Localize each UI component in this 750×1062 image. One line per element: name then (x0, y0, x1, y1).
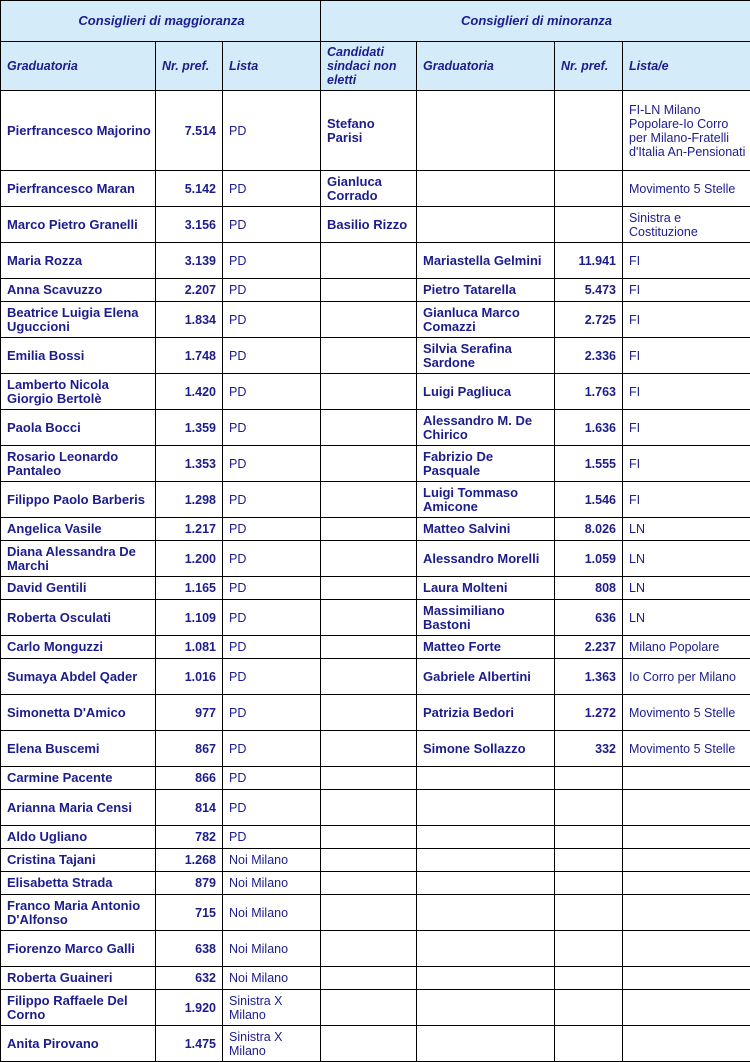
pref-min-cell (555, 931, 623, 967)
liste-cell: FI-LN Milano Popolare-Io Corro per Milano-Fratelli d'Italia An-Pensionati (623, 91, 750, 171)
graduatoria-min-cell (417, 171, 555, 207)
candidato-cell (321, 279, 417, 302)
col-graduatoria-min: Graduatoria (417, 42, 555, 91)
graduatoria-min-cell: Pietro Tatarella (417, 279, 555, 302)
col-pref-min: Nr. pref. (555, 42, 623, 91)
pref-min-cell: 11.941 (555, 243, 623, 279)
liste-cell (623, 1026, 750, 1062)
graduatoria-cell: Angelica Vasile (1, 518, 156, 541)
graduatoria-cell: Beatrice Luigia Elena Uguccioni (1, 302, 156, 338)
pref-min-cell: 1.363 (555, 659, 623, 695)
liste-cell: Io Corro per Milano (623, 659, 750, 695)
lista-cell: PD (223, 577, 321, 600)
pref-cell: 1.200 (156, 541, 223, 577)
lista-cell: Noi Milano (223, 849, 321, 872)
candidato-cell (321, 1026, 417, 1062)
candidato-cell (321, 302, 417, 338)
pref-min-cell (555, 990, 623, 1026)
candidato-cell (321, 826, 417, 849)
liste-cell: FI (623, 338, 750, 374)
pref-cell: 1.268 (156, 849, 223, 872)
graduatoria-min-cell: Luigi Pagliuca (417, 374, 555, 410)
liste-cell: FI (623, 374, 750, 410)
majority-header: Consiglieri di maggioranza (1, 1, 321, 42)
table-row (1, 279, 750, 302)
pref-cell: 1.081 (156, 636, 223, 659)
candidato-cell (321, 338, 417, 374)
pref-cell: 1.920 (156, 990, 223, 1026)
candidato-cell (321, 600, 417, 636)
lista-cell: PD (223, 374, 321, 410)
pref-min-cell (555, 790, 623, 826)
graduatoria-cell: Anita Pirovano (1, 1026, 156, 1062)
liste-cell: Movimento 5 Stelle (623, 171, 750, 207)
candidato-cell (321, 767, 417, 790)
lista-cell: PD (223, 410, 321, 446)
table-row (1, 767, 750, 790)
table-row (1, 849, 750, 872)
table-row (1, 541, 750, 577)
candidato-cell (321, 872, 417, 895)
table-row (1, 518, 750, 541)
graduatoria-min-cell: Gabriele Albertini (417, 659, 555, 695)
candidato-cell (321, 695, 417, 731)
lista-cell: PD (223, 695, 321, 731)
lista-cell: PD (223, 302, 321, 338)
graduatoria-cell: Emilia Bossi (1, 338, 156, 374)
table-row (1, 659, 750, 695)
pref-min-cell: 1.272 (555, 695, 623, 731)
pref-cell: 632 (156, 967, 223, 990)
graduatoria-cell: Arianna Maria Censi (1, 790, 156, 826)
pref-cell: 3.139 (156, 243, 223, 279)
col-candidati: Candidati sindaci non eletti (321, 42, 417, 91)
pref-cell: 866 (156, 767, 223, 790)
pref-cell: 1.359 (156, 410, 223, 446)
pref-min-cell: 2.336 (555, 338, 623, 374)
liste-cell: Sinistra e Costituzione (623, 207, 750, 243)
table-row (1, 446, 750, 482)
graduatoria-cell: Filippo Raffaele Del Corno (1, 990, 156, 1026)
graduatoria-min-cell (417, 1026, 555, 1062)
pref-min-cell (555, 872, 623, 895)
candidato-cell: Basilio Rizzo (321, 207, 417, 243)
liste-cell: FI (623, 482, 750, 518)
liste-cell: FI (623, 302, 750, 338)
graduatoria-cell: David Gentili (1, 577, 156, 600)
lista-cell: PD (223, 338, 321, 374)
pref-min-cell (555, 895, 623, 931)
liste-cell: LN (623, 600, 750, 636)
liste-cell (623, 849, 750, 872)
pref-min-cell (555, 207, 623, 243)
pref-min-cell: 808 (555, 577, 623, 600)
graduatoria-cell: Rosario Leonardo Pantaleo (1, 446, 156, 482)
graduatoria-cell: Paola Bocci (1, 410, 156, 446)
graduatoria-min-cell (417, 967, 555, 990)
lista-cell: Noi Milano (223, 931, 321, 967)
lista-cell: Noi Milano (223, 895, 321, 931)
graduatoria-cell: Simonetta D'Amico (1, 695, 156, 731)
graduatoria-min-cell (417, 849, 555, 872)
candidato-cell (321, 895, 417, 931)
graduatoria-min-cell: Patrizia Bedori (417, 695, 555, 731)
candidato-cell: Gianluca Corrado (321, 171, 417, 207)
pref-cell: 3.156 (156, 207, 223, 243)
lista-cell: Noi Milano (223, 967, 321, 990)
lista-cell: PD (223, 826, 321, 849)
pref-cell: 879 (156, 872, 223, 895)
graduatoria-min-cell (417, 91, 555, 171)
liste-cell: FI (623, 279, 750, 302)
liste-cell: FI (623, 243, 750, 279)
candidato-cell (321, 541, 417, 577)
table-row (1, 410, 750, 446)
candidato-cell (321, 243, 417, 279)
table-row (1, 895, 750, 931)
liste-cell (623, 872, 750, 895)
graduatoria-cell: Anna Scavuzzo (1, 279, 156, 302)
pref-min-cell: 1.546 (555, 482, 623, 518)
lista-cell: PD (223, 659, 321, 695)
graduatoria-min-cell (417, 872, 555, 895)
table-row (1, 990, 750, 1026)
pref-cell: 814 (156, 790, 223, 826)
table-row (1, 207, 750, 243)
pref-cell: 715 (156, 895, 223, 931)
graduatoria-cell: Fiorenzo Marco Galli (1, 931, 156, 967)
pref-cell: 1.165 (156, 577, 223, 600)
table-row (1, 91, 750, 171)
graduatoria-cell: Pierfrancesco Maran (1, 171, 156, 207)
candidato-cell (321, 931, 417, 967)
pref-cell: 638 (156, 931, 223, 967)
table-row (1, 600, 750, 636)
liste-cell: Movimento 5 Stelle (623, 731, 750, 767)
table-row (1, 695, 750, 731)
candidato-cell (321, 410, 417, 446)
lista-cell: PD (223, 541, 321, 577)
pref-cell: 782 (156, 826, 223, 849)
graduatoria-cell: Sumaya Abdel Qader (1, 659, 156, 695)
graduatoria-min-cell (417, 790, 555, 826)
lista-cell: PD (223, 636, 321, 659)
table-row (1, 731, 750, 767)
pref-min-cell: 1.763 (555, 374, 623, 410)
table-row (1, 826, 750, 849)
col-graduatoria: Graduatoria (1, 42, 156, 91)
pref-min-cell (555, 767, 623, 790)
graduatoria-min-cell (417, 990, 555, 1026)
lista-cell: Sinistra X Milano (223, 1026, 321, 1062)
candidato-cell (321, 446, 417, 482)
table-row (1, 577, 750, 600)
pref-min-cell: 2.725 (555, 302, 623, 338)
pref-cell: 2.207 (156, 279, 223, 302)
lista-cell: PD (223, 243, 321, 279)
candidato-cell (321, 990, 417, 1026)
pref-min-cell: 8.026 (555, 518, 623, 541)
graduatoria-min-cell (417, 931, 555, 967)
graduatoria-cell: Cristina Tajani (1, 849, 156, 872)
graduatoria-min-cell: Luigi Tommaso Amicone (417, 482, 555, 518)
candidato-cell (321, 849, 417, 872)
graduatoria-min-cell (417, 207, 555, 243)
pref-cell: 977 (156, 695, 223, 731)
lista-cell: PD (223, 279, 321, 302)
lista-cell: Noi Milano (223, 872, 321, 895)
candidato-cell (321, 518, 417, 541)
pref-cell: 1.016 (156, 659, 223, 695)
liste-cell (623, 767, 750, 790)
lista-cell: PD (223, 518, 321, 541)
lista-cell: PD (223, 482, 321, 518)
graduatoria-min-cell: Alessandro Morelli (417, 541, 555, 577)
candidato-cell (321, 577, 417, 600)
table-row (1, 338, 750, 374)
liste-cell (623, 990, 750, 1026)
liste-cell: FI (623, 446, 750, 482)
lista-cell: PD (223, 767, 321, 790)
table-row (1, 302, 750, 338)
graduatoria-cell: Lamberto Nicola Giorgio Bertolè (1, 374, 156, 410)
graduatoria-cell: Filippo Paolo Barberis (1, 482, 156, 518)
graduatoria-cell: Roberta Guaineri (1, 967, 156, 990)
graduatoria-cell: Roberta Osculati (1, 600, 156, 636)
table-row (1, 931, 750, 967)
pref-min-cell: 332 (555, 731, 623, 767)
graduatoria-cell: Elisabetta Strada (1, 872, 156, 895)
graduatoria-min-cell: Fabrizio De Pasquale (417, 446, 555, 482)
pref-cell: 7.514 (156, 91, 223, 171)
graduatoria-min-cell: Mariastella Gelmini (417, 243, 555, 279)
pref-min-cell: 636 (555, 600, 623, 636)
table-row (1, 243, 750, 279)
pref-min-cell: 1.059 (555, 541, 623, 577)
table-row (1, 872, 750, 895)
table-row (1, 171, 750, 207)
col-liste: Lista/e (623, 42, 750, 91)
table-row (1, 967, 750, 990)
table-body (1, 91, 750, 1062)
graduatoria-min-cell: Laura Molteni (417, 577, 555, 600)
graduatoria-cell: Maria Rozza (1, 243, 156, 279)
graduatoria-min-cell (417, 767, 555, 790)
table-row (1, 636, 750, 659)
pref-min-cell (555, 91, 623, 171)
graduatoria-cell: Pierfrancesco Majorino (1, 91, 156, 171)
lista-cell: PD (223, 600, 321, 636)
pref-cell: 1.298 (156, 482, 223, 518)
liste-cell: LN (623, 518, 750, 541)
graduatoria-cell: Diana Alessandra De Marchi (1, 541, 156, 577)
graduatoria-cell: Elena Buscemi (1, 731, 156, 767)
lista-cell: Sinistra X Milano (223, 990, 321, 1026)
candidato-cell: Stefano Parisi (321, 91, 417, 171)
liste-cell: FI (623, 410, 750, 446)
graduatoria-min-cell (417, 826, 555, 849)
liste-cell (623, 931, 750, 967)
lista-cell: PD (223, 207, 321, 243)
graduatoria-min-cell: Matteo Salvini (417, 518, 555, 541)
pref-min-cell: 2.237 (555, 636, 623, 659)
table-row (1, 1026, 750, 1062)
pref-min-cell (555, 826, 623, 849)
liste-cell: LN (623, 577, 750, 600)
graduatoria-min-cell: Simone Sollazzo (417, 731, 555, 767)
pref-min-cell: 1.555 (555, 446, 623, 482)
lista-cell: PD (223, 171, 321, 207)
candidato-cell (321, 790, 417, 826)
pref-min-cell (555, 849, 623, 872)
liste-cell: Milano Popolare (623, 636, 750, 659)
liste-cell: Movimento 5 Stelle (623, 695, 750, 731)
pref-min-cell (555, 171, 623, 207)
graduatoria-min-cell: Alessandro M. De Chirico (417, 410, 555, 446)
pref-cell: 1.353 (156, 446, 223, 482)
pref-min-cell (555, 1026, 623, 1062)
minority-header: Consiglieri di minoranza (321, 1, 750, 42)
candidato-cell (321, 636, 417, 659)
graduatoria-cell: Franco Maria Antonio D'Alfonso (1, 895, 156, 931)
candidato-cell (321, 731, 417, 767)
liste-cell (623, 790, 750, 826)
pref-cell: 1.217 (156, 518, 223, 541)
liste-cell (623, 967, 750, 990)
lista-cell: PD (223, 731, 321, 767)
pref-cell: 5.142 (156, 171, 223, 207)
pref-cell: 867 (156, 731, 223, 767)
candidato-cell (321, 659, 417, 695)
lista-cell: PD (223, 91, 321, 171)
pref-cell: 1.748 (156, 338, 223, 374)
candidato-cell (321, 374, 417, 410)
graduatoria-cell: Marco Pietro Granelli (1, 207, 156, 243)
graduatoria-min-cell: Massimiliano Bastoni (417, 600, 555, 636)
pref-min-cell: 1.636 (555, 410, 623, 446)
pref-cell: 1.475 (156, 1026, 223, 1062)
graduatoria-cell: Carmine Pacente (1, 767, 156, 790)
candidato-cell (321, 482, 417, 518)
liste-cell: LN (623, 541, 750, 577)
graduatoria-min-cell (417, 895, 555, 931)
candidato-cell (321, 967, 417, 990)
table-row (1, 374, 750, 410)
graduatoria-cell: Carlo Monguzzi (1, 636, 156, 659)
liste-cell (623, 895, 750, 931)
graduatoria-min-cell: Silvia Serafina Sardone (417, 338, 555, 374)
pref-min-cell: 5.473 (555, 279, 623, 302)
table-row (1, 482, 750, 518)
lista-cell: PD (223, 790, 321, 826)
table-row (1, 790, 750, 826)
liste-cell (623, 826, 750, 849)
pref-min-cell (555, 967, 623, 990)
graduatoria-min-cell: Gianluca Marco Comazzi (417, 302, 555, 338)
pref-cell: 1.834 (156, 302, 223, 338)
col-pref: Nr. pref. (156, 42, 223, 91)
lista-cell: PD (223, 446, 321, 482)
col-lista: Lista (223, 42, 321, 91)
graduatoria-min-cell: Matteo Forte (417, 636, 555, 659)
graduatoria-cell: Aldo Ugliano (1, 826, 156, 849)
pref-cell: 1.420 (156, 374, 223, 410)
pref-cell: 1.109 (156, 600, 223, 636)
